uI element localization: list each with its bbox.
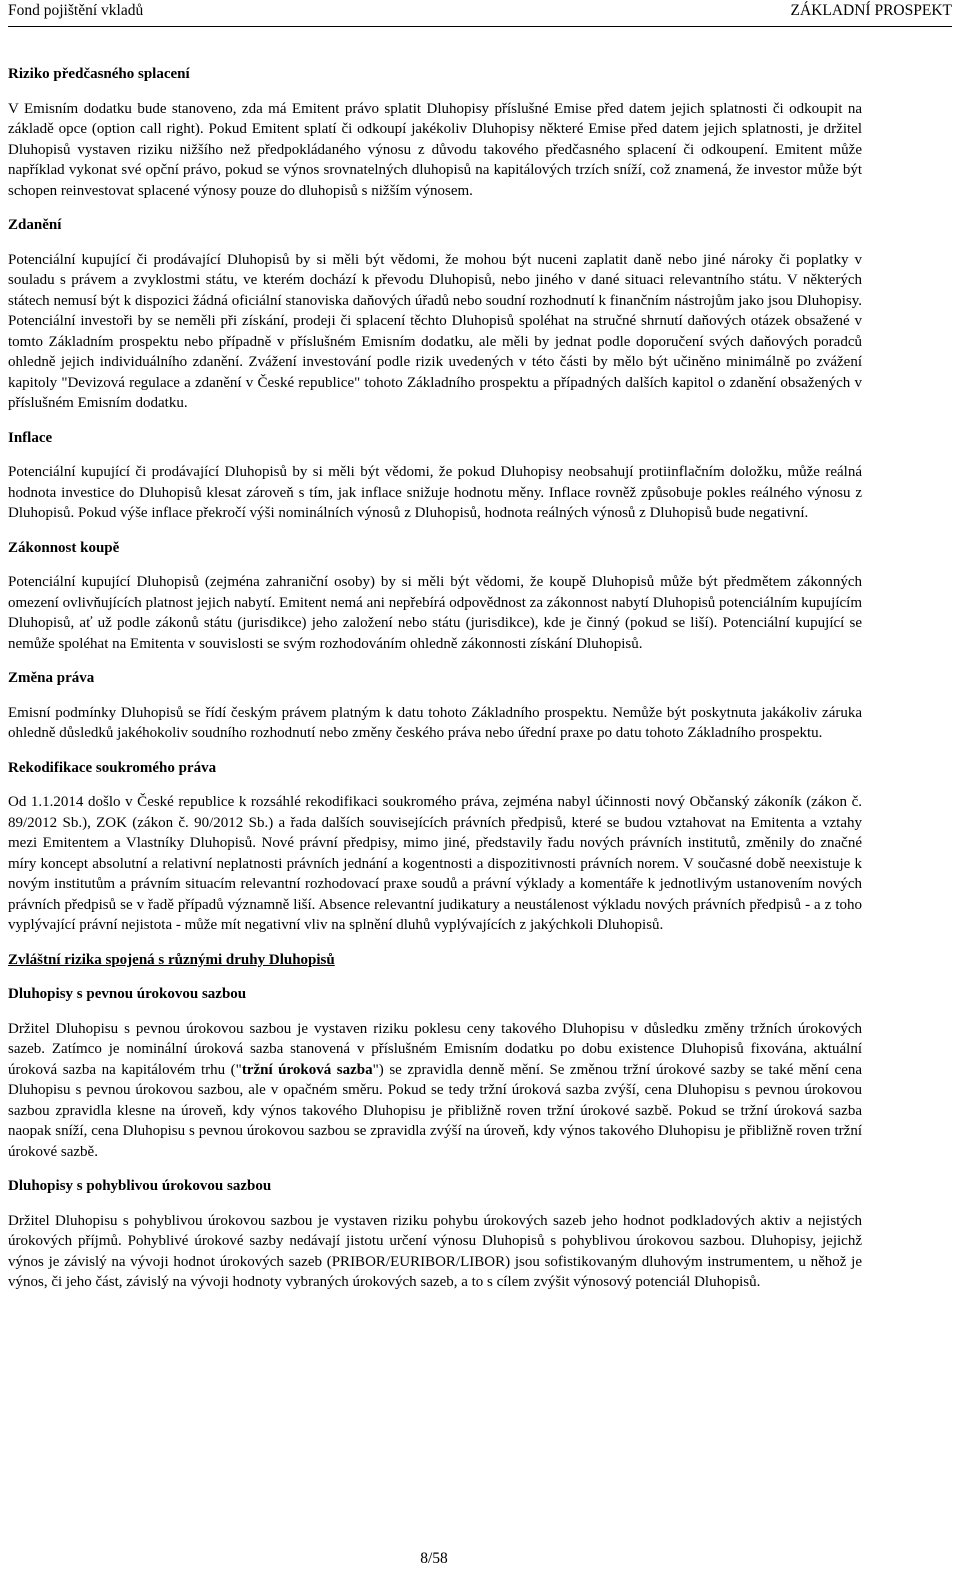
heading-zvlastni-rizika: Zvláštní rizika spojená s různými druhy Dluhopisů — [8, 951, 335, 968]
paragraph-pohybliva-sazba: Držitel Dluhopisu s pohyblivou úrokovou sazbou je vystaven riziku pohybu úrokových sazeb jeho hodnot podkladových aktiv a nejistých úrokových příjmů. Pohyblivé úrokové sazby nedávají jistotu určení výnosu Dluhopisů s pohyblivou úrokovou sazbou. Dluhopisy, jejichž výnos je závislý na vývoji hodnot úrokových sazeb (PRIBOR/EURIBOR/LIBOR) jsou sofistikovaným dluhovým instrumentem, u něhož je výnos, či jeho část, závislý na vývoji hodnoty vybraných úrokových sazeb, a to s cílem zvýšit výnosový potenciál Dluhopisů. — [8, 1212, 862, 1290]
heading-zakonnost: Zákonnost koupě — [8, 539, 120, 556]
heading-riziko: Riziko předčasného splacení — [8, 66, 190, 82]
heading-pohybliva-sazba: Dluhopisy s pohyblivou úrokovou sazbou — [8, 1178, 272, 1194]
heading-zdaneni: Zdanění — [8, 217, 62, 233]
document-body — [8, 64, 862, 1307]
paragraph-riziko: V Emisním dodatku bude stanoveno, zda má Emitent právo splatit Dluhopisy příslušné Emise před datem jejich splatnosti či odkoupit na základě opce (option call right). Pokud Emitent splatí či odkoupí jakékoliv Dluhopisy některé Emise před datem jejich splatnosti, je držitel Dluhopisů vystaven riziku nižšího než předpokládaného výnosu z důvodu takového předčasného splacení či odkoupení. Emitent může například vykonat své opční právo, pokud se výnos srovnatelných dluhopisů na kapitálových trzích sníží, což znamená, že investor může být schopen reinvestovat splacené výnosy pouze do dluhopisů s nižším výnosem. — [8, 100, 862, 199]
page-header — [8, 0, 952, 27]
term-trzni-urokova-sazba: tržní úroková sazba — [241, 1061, 373, 1078]
paragraph-zakonnost: Potenciální kupující Dluhopisů (zejména zahraniční osoby) by si měli být vědomi, že koupě Dluhopisů může být předmětem zákonných omezení ovlivňujících platnost jejich nabytí. Emitent nemá ani nepřebírá odpovědnost za zákonnost nabytí Dluhopisů potenciálním kupujícím Dluhopisů, ať už podle zákonů státu (jurisdikce) jeho založení nebo státu (jurisdikce), kde je činný (pokud se liší). Potenciální kupující se nemůže spoléhat na Emitenta v souvislosti se svým rozhodováním ohledně zákonnosti získání Dluhopisů. — [8, 574, 862, 652]
paragraph-zdaneni: Potenciální kupující či prodávající Dluhopisů by si měli být vědomi, že mohou být nuceni zaplatit daně nebo jiné nároky či poplatky v souladu s právem a zvyklostmi státu, ve kterém dochází k převodu Dluhopisů, nebo jiného v dané situaci relevantního státu. V některých státech nemusí být k dispozici žádná oficiální stanoviska daňových úřadů nebo soudní rozhodnutí k finančním nástrojům jako jsou Dluhopisy. Potenciální investoři by se neměli při získání, prodeji či splacení těchto Dluhopisů spoléhat na stručné shrnutí daňových otázek obsažené v tomto Základním prospektu nebo případně v příslušném Emisním dodatku, ale měli by jednat podle doporučení svých daňových poradců ohledně jejich individuálního zdanění. Zvážení investování podle rizik uvedených v této části by mělo být učiněno minimálně po zvážení kapitoly "Devizová regulace a zdanění v České republice" tohoto Základního prospektu a případných dalších kapitol o zdanění obsažených v příslušném Emisním dodatku. — [8, 251, 862, 411]
heading-zmena-prava: Změna práva — [8, 670, 95, 686]
paragraph-pevna-sazba-part2: ") se zpravidla denně mění. Se změnou tržní úrokové sazby se také mění cena Dluhopisu s pevnou úrokovou sazbou, ale v opačném směru. Pokud se tedy tržní úroková sazba zvýší, cena Dluhopisu s pevnou úrokovou sazbou zpravidla klesne na úroveň, kdy výnos takového Dluhopisu je přibližně roven tržní úrokové sazbě. Pokud se tržní úroková sazba naopak sníží, cena Dluhopisu s pevnou úrokovou sazbou se zpravidla zvýší na úroveň, kdy výnos takového Dluhopisu je přibližně roven tržní úrokové sazbě. — [8, 1061, 863, 1160]
heading-rekodifikace: Rekodifikace soukromého práva — [8, 759, 217, 776]
heading-pevna-sazba: Dluhopisy s pevnou úrokovou sazbou — [8, 986, 247, 1002]
page-number: 8/58 — [420, 1550, 448, 1567]
heading-inflace: Inflace — [8, 429, 53, 446]
paragraph-inflace: Potenciální kupující či prodávající Dluhopisů by si měli být vědomi, že pokud Dluhopisy neobsahují protiinflačním doložku, může reálná hodnota investice do Dluhopisů klesat zároveň s tím, jak inflace snižuje hodnotu měny. Inflace rovněž způsobuje pokles reálného výnosu z Dluhopisů. Pokud výše inflace překročí výši nominálních výnosů z Dluhopisů, hodnota reálných výnosů z Dluhopisů bude negativní. — [8, 464, 862, 521]
header-right: ZÁKLADNÍ PROSPEKT — [790, 2, 952, 19]
paragraph-rekodifikace: Od 1.1.2014 došlo v České republice k rozsáhlé rekodifikaci soukromého práva, zejména nabyl účinnosti nový Občanský zákoník (zákon č. 89/2012 Sb.), ZOK (zákon č. 90/2012 Sb.) a řada dalších souvisejících právních předpisů, které se budou vztahovat na Emitenta a vztahy mezi Emitentem a Vlastníky Dluhopisů. Nové právní předpisy, mimo jiné, představily řadu nových právních institutů, změnily do značné míry koncept absolutní a relativní neplatnosti právních jednání a kogentnosti a dispozitivnosti právních norem. V současné době neexistuje k novým institutům a právním situacím relevantní rozhodovací praxe soudů a právní výklady a komentáře k jednotlivým ustanovením nových právních předpisů se v řadě případů významně liší. Absence relevantní judikatury a neustálenost výkladu nových právních předpisů - a z toho vyplývající právní nejistota - může mít negativní vliv na splnění dluhů vyplývajících z jakýchkoli Dluhopisů. — [8, 794, 862, 933]
paragraph-pevna-sazba-part1: Držitel Dluhopisu s pevnou úrokovou sazbou je vystaven riziku poklesu ceny takového Dluhopisu v důsledku změny tržních úrokových sazeb. Zatímco je nominální úroková sazba stanovená v příslušném Emisním dodatku po dobu existence Dluhopisů fixována, aktuální úroková sazba na kapitálovém trhu (" — [8, 1020, 862, 1078]
header-left: Fond pojištění vkladů — [8, 2, 144, 19]
paragraph-pevna-sazba — [8, 1019, 862, 1163]
paragraph-zmena-prava: Emisní podmínky Dluhopisů se řídí českým právem platným k datu tohoto Základního prospektu. Nemůže být poskytnuta jakákoliv záruka ohledně důsledků jakéhokoliv soudního rozhodnutí nebo změny českého práva nebo úřední praxe po datu tohoto Základního prospektu. — [8, 704, 862, 741]
